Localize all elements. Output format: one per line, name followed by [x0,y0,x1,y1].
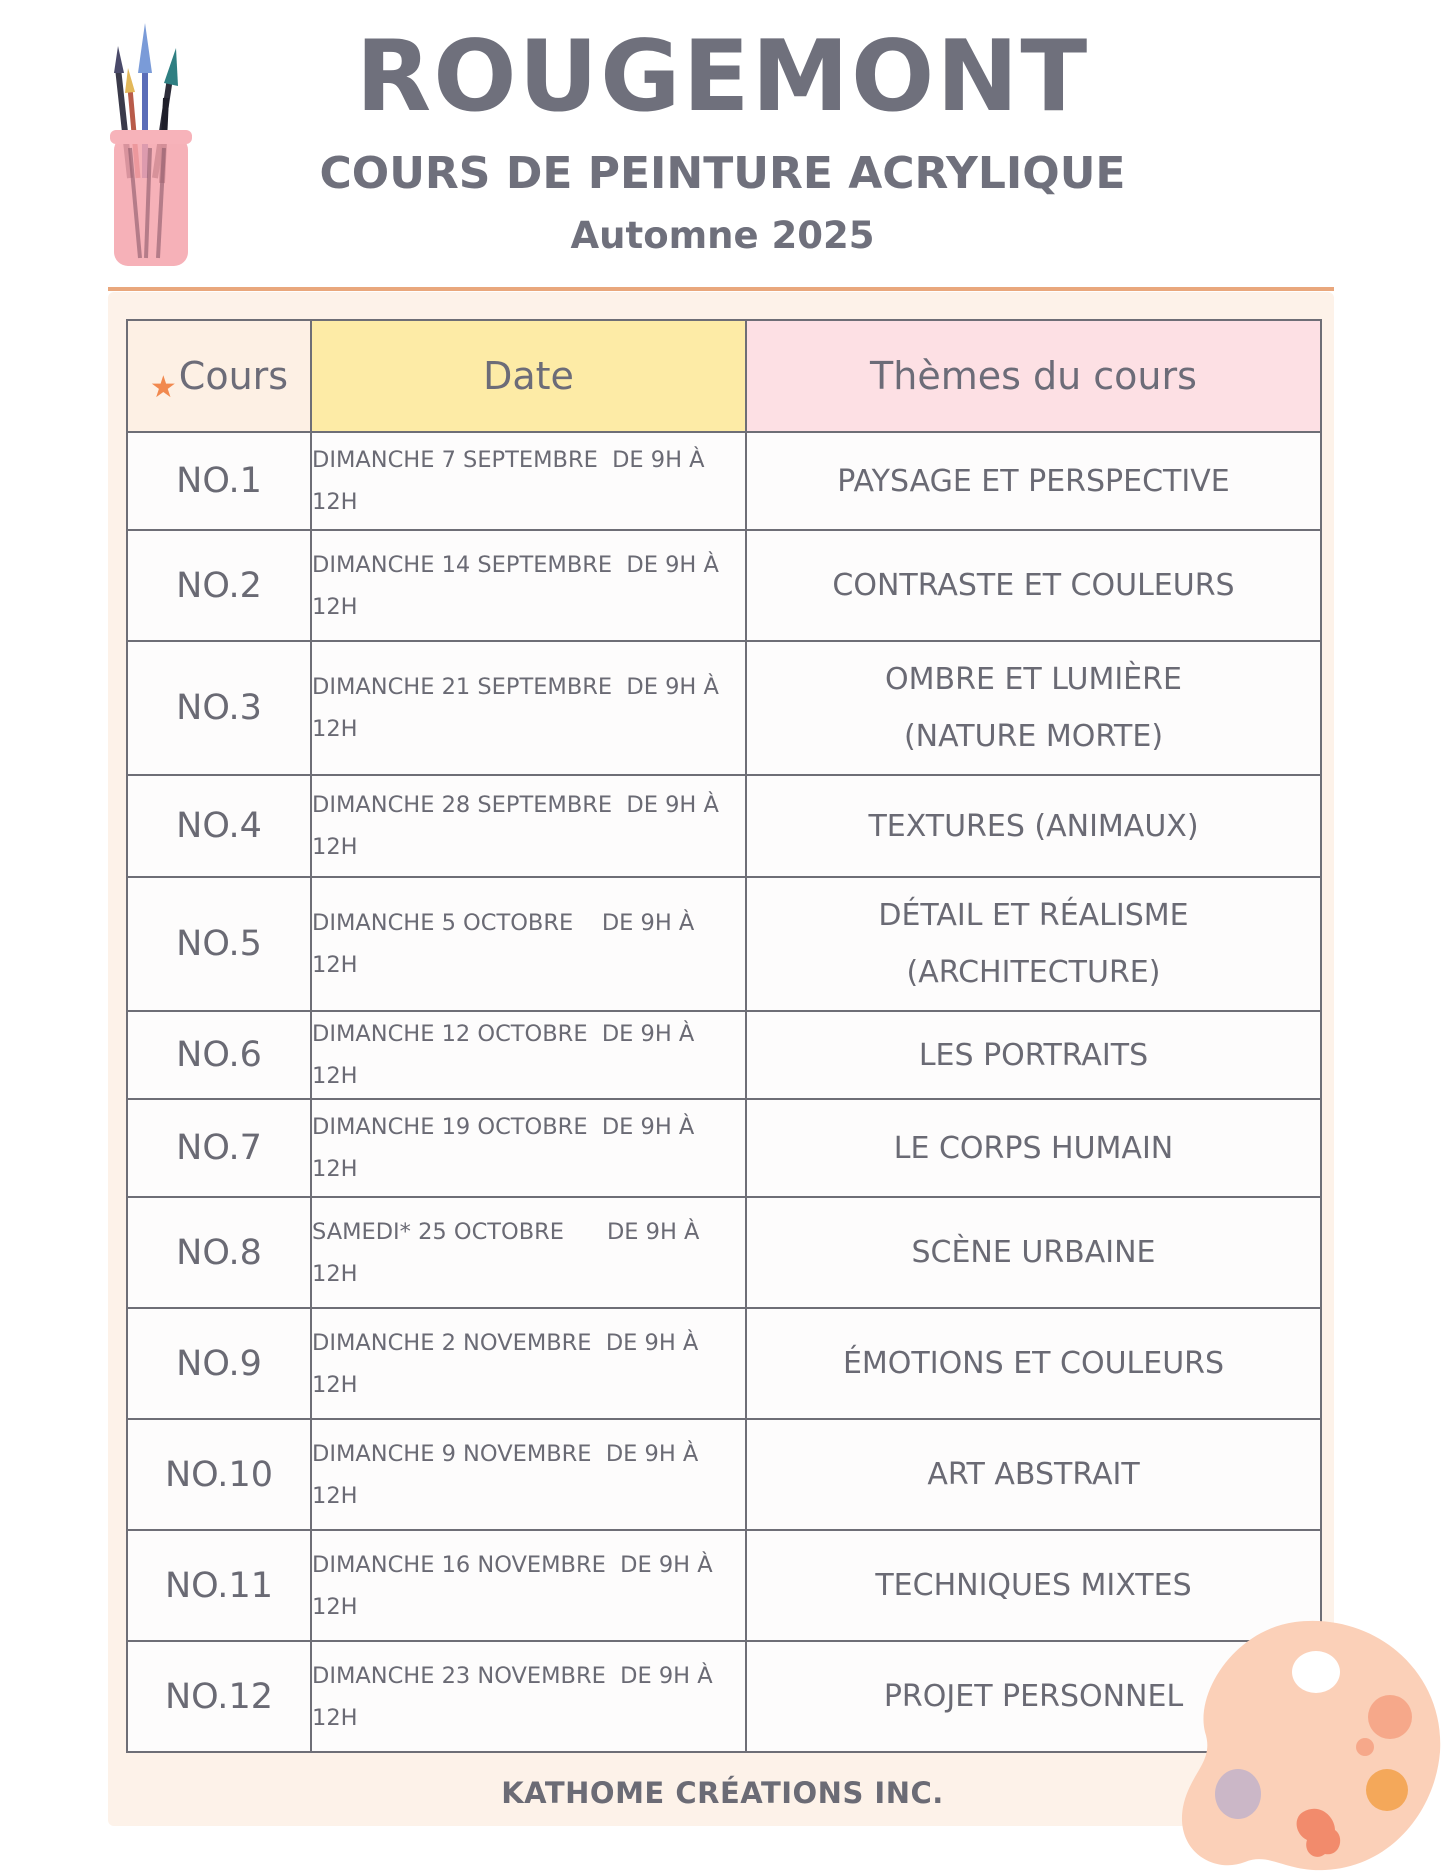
course-theme: CONTRASTE ET COULEURS [746,530,1321,641]
course-date: DIMANCHE 19 OCTOBRE DE 9H À 12H [311,1099,746,1197]
course-theme: TECHNIQUES MIXTES [746,1530,1321,1641]
course-number: NO.2 [127,530,311,641]
table-row [127,1308,1321,1419]
table-row [127,1419,1321,1530]
course-number: NO.5 [127,877,311,1011]
course-date: DIMANCHE 7 SEPTEMBRE DE 9H À 12H [311,432,746,530]
course-theme: PROJET PERSONNEL [746,1641,1321,1752]
column-header-cours-label: Cours [178,354,289,398]
header-divider [108,287,1334,291]
paint-palette-icon [1175,1612,1445,1871]
course-number: NO.8 [127,1197,311,1308]
season-label: Automne 2025 [570,214,875,257]
course-date: DIMANCHE 28 SEPTEMBRE DE 9H À 12H [311,775,746,877]
table-row [127,775,1321,877]
course-theme: LE CORPS HUMAIN [746,1099,1321,1197]
course-date: DIMANCHE 9 NOVEMBRE DE 9H À 12H [311,1419,746,1530]
page-title: ROUGEMONT [355,20,1090,134]
course-theme: PAYSAGE ET PERSPECTIVE [746,432,1321,530]
course-number: NO.11 [127,1530,311,1641]
course-date: DIMANCHE 21 SEPTEMBRE DE 9H À 12H [311,641,746,775]
course-number: NO.12 [127,1641,311,1752]
course-number: NO.3 [127,641,311,775]
table-row [127,641,1321,775]
course-theme: LES PORTRAITS [746,1011,1321,1099]
column-header-cours [127,320,311,432]
course-number: NO.6 [127,1011,311,1099]
course-date: DIMANCHE 23 NOVEMBRE DE 9H À 12H [311,1641,746,1752]
table-row [127,1197,1321,1308]
course-date: DIMANCHE 2 NOVEMBRE DE 9H À 12H [311,1308,746,1419]
star-icon: ★ [149,370,177,405]
course-theme: SCÈNE URBAINE [746,1197,1321,1308]
table-row [127,432,1321,530]
table-row [127,530,1321,641]
course-theme: OMBRE ET LUMIÈRE (NATURE MORTE) [746,641,1321,775]
column-header-date: Date [311,320,746,432]
course-date: DIMANCHE 16 NOVEMBRE DE 9H À 12H [311,1530,746,1641]
course-theme: ÉMOTIONS ET COULEURS [746,1308,1321,1419]
course-theme: TEXTURES (ANIMAUX) [746,775,1321,877]
course-date: DIMANCHE 5 OCTOBRE DE 9H À 12H [311,877,746,1011]
course-number: NO.4 [127,775,311,877]
table-row [127,1641,1321,1752]
page-subtitle: COURS DE PEINTURE ACRYLIQUE [319,148,1126,199]
course-date: DIMANCHE 12 OCTOBRE DE 9H À 12H [311,1011,746,1099]
table-row [127,1011,1321,1099]
course-date: SAMEDI* 25 OCTOBRE DE 9H À 12H [311,1197,746,1308]
course-number: NO.7 [127,1099,311,1197]
table-row [127,1530,1321,1641]
course-theme: DÉTAIL ET RÉALISME (ARCHITECTURE) [746,877,1321,1011]
course-number: NO.10 [127,1419,311,1530]
column-header-theme: Thèmes du cours [746,320,1321,432]
course-theme: ART ABSTRAIT [746,1419,1321,1530]
table-header-row [127,320,1321,432]
course-number: NO.1 [127,432,311,530]
table-row [127,1099,1321,1197]
course-date: DIMANCHE 14 SEPTEMBRE DE 9H À 12H [311,530,746,641]
course-number: NO.9 [127,1308,311,1419]
course-schedule-table [126,319,1322,1753]
company-footer: KATHOME CRÉATIONS INC. [501,1776,944,1810]
table-row [127,877,1321,1011]
